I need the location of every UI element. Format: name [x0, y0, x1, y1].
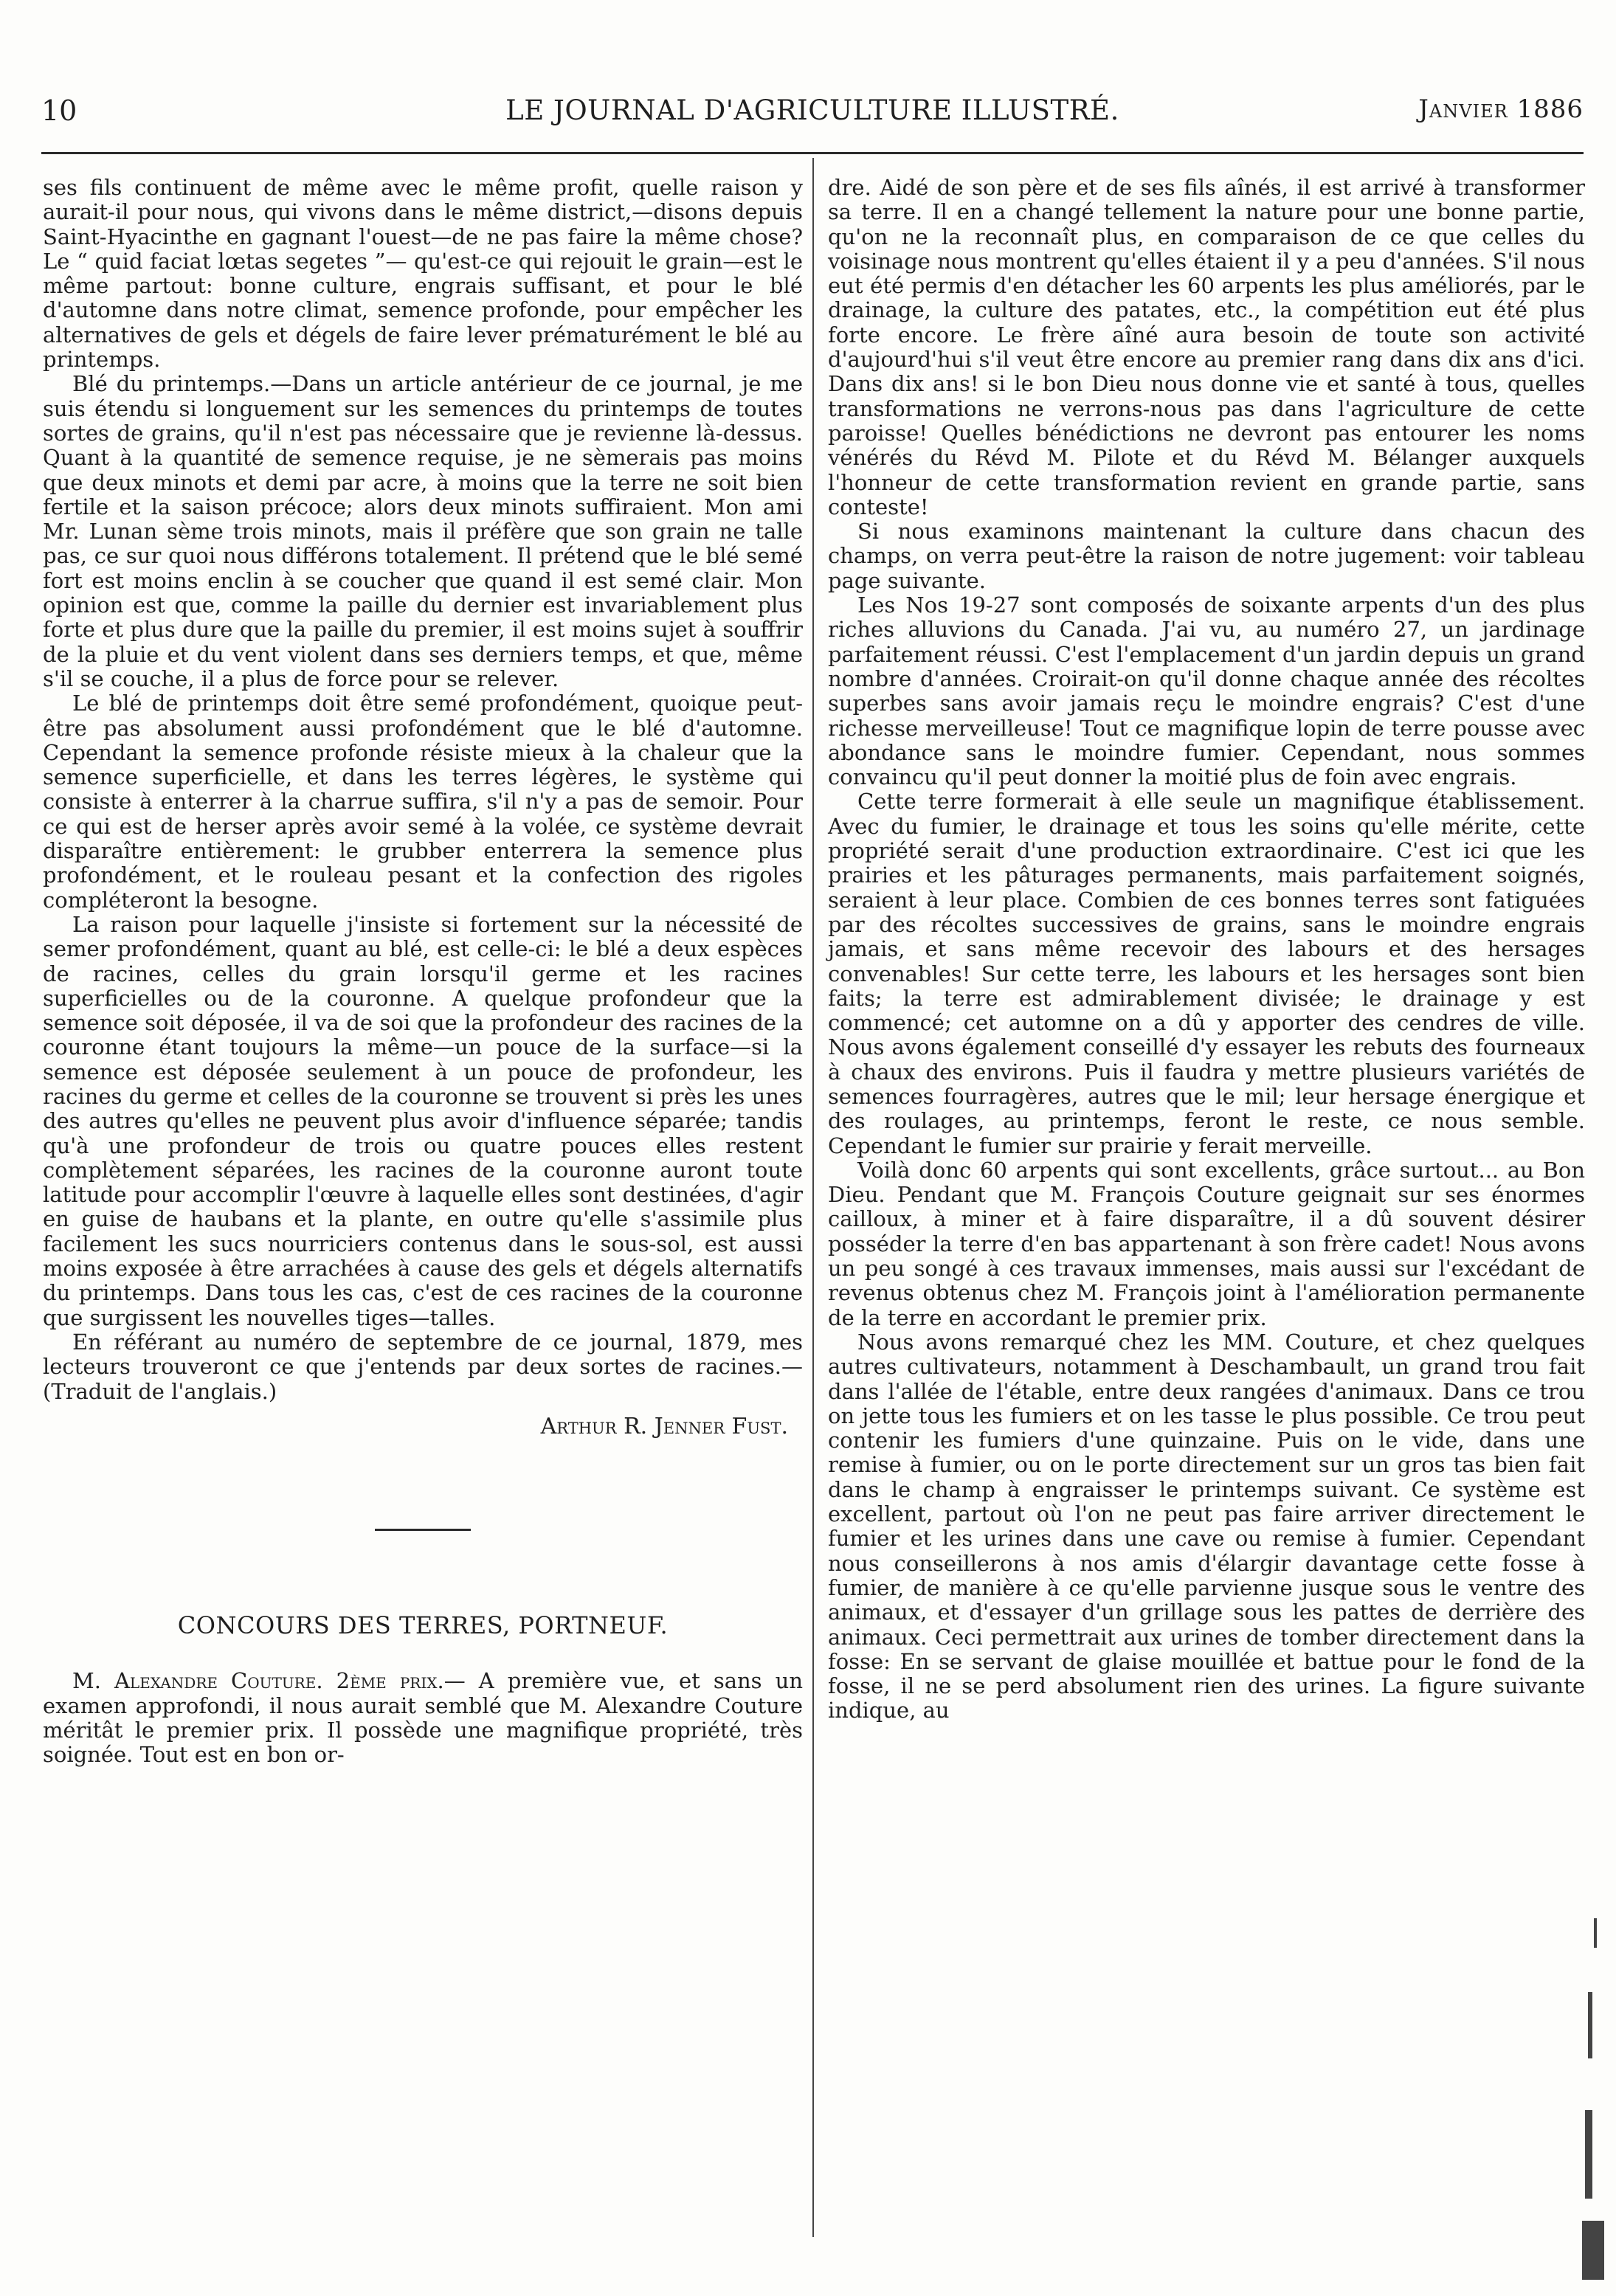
left-column [43, 176, 803, 1768]
section-paragraph [43, 1669, 803, 1767]
paragraph: Voilà donc 60 arpents qui sont excellents, grâce surtout... au Bon Dieu. Pendant que M. François Couture geignait sur ses énormes cailloux, à miner et à faire disparaître, il a dû souvent désirer posséder la terre d'en bas appartenant à son frère cadet! Nous avons un peu songé à ces travaux immenses, mais aussi sur l'excédant de revenus obtenus chez M. François joint à l'amélioration permanente de la terre en accordant le premier prix. [828, 1157, 1585, 1330]
issue-date: Janvier 1886 [1418, 94, 1584, 124]
section-text: — A première vue, et sans un examen approfondi, il nous aurait semblé que M. Alexandre Couture méritât le premier prix. Il possède une magnifique propriété, très soignée. Tout est en bon or- [43, 1668, 803, 1768]
section-rule [375, 1529, 471, 1531]
paragraph: En référant au numéro de septembre de ce journal, 1879, mes lecteurs trouveront ce que j'entends par deux sortes de racines.—(Traduit de l'anglais.) [43, 1329, 803, 1404]
paragraph: dre. Aidé de son père et de ses fils aînés, il est arrivé à transformer sa terre. Il en a changé tellement la nature pour une bonne partie, qu'on ne la reconnaît plus, en comparaison de ce que celles du voisinage nous montrent qu'elles étaient il y a peu d'années. S'il nous eut été permis d'en détacher les 60 arpents les plus améliorés, par le drainage, la culture des patates, etc., la compétition eut été plus forte encore. Le frère aîné aura besoin de toute son activité d'aujourd'hui s'il veut être encore au premier rang dans dix ans d'ici. Dans dix ans! si le bon Dieu nous donne vie et santé à tous, quelles transformations ne verrons-nous pas dans l'agriculture de cette paroisse! Quelles bénédictions ne devront pas entourer les noms vénérés du Révd M. Pilote et du Révd M. Bélanger auxquels l'honneur de cette transformation revient en grande partie, sans conteste! [828, 175, 1585, 519]
edge-mark [1594, 1918, 1597, 1948]
paragraph: Nous avons remarqué chez les MM. Couture, et chez quelques autres cultivateurs, notamment à Deschambault, un grand trou fait dans l'allée de l'étable, entre deux rangées d'animaux. Dans ce trou on jette tous les fumiers et on les tasse le plus possible. Ce trou peut contenir les fumiers d'une quinzaine. Puis on le vide, dans une remise à fumier, ou on le porte directement sur un gros tas bien fait dans le champ à engraisser le printemps suivant. Ce système est excellent, partout où l'on ne peut pas faire arriver directement le fumier et les urines dans une cave ou remise à fumier. Cependant nous conseillerons à nos amis d'élargir davantage cette fosse à fumier, de manière à ce qu'elle parvienne jusque sous le ventre des animaux, et d'essayer d'un grillage sous les pattes de derrière des animaux. Ceci permettrait aux urines de tomber directement dans la fosse: En se servant de glaise mouillée et battue pour le fond de la fosse, il ne se perd absolument rien des urines. La figure suivante indique, au [828, 1329, 1585, 1723]
header-rule [41, 152, 1584, 154]
edge-mark [1588, 1992, 1592, 2058]
page-header [41, 94, 1584, 128]
paragraph: Si nous examinons maintenant la culture dans chacun des champs, on verra peut-être la raison de notre jugement: voir tableau page suivante. [828, 519, 1585, 593]
author-signature: Arthur R. Jenner Fust. [540, 1413, 788, 1439]
journal-title: LE JOURNAL D'AGRICULTURE ILLUSTRÉ. [505, 94, 1119, 126]
paragraph: Blé du printemps.—Dans un article antérieur de ce journal, je me suis étendu si longuement sur les semences du printemps de toutes sortes de grains, qu'il n'est pas nécessaire que je revienne là-dessus. Quant à la quantité de semence requise, je ne sèmerais pas moins que deux minots et demi par acre, à moins que la terre ne soit bien fertile et la saison précoce; alors deux minots suffiraient. Mon ami Mr. Lunan sème trois minots, mais il préfère que son grain ne talle pas, ce sur quoi nous différons totalement. Il prétend que le blé semé fort est moins enclin à se coucher que quand il est semé clair. Mon opinion est que, comme la paille du dernier est invariablement plus forte et plus dure que la paille du premier, il est moins sujet à souffrir de la pluie et du vent violent dans ses derniers temps, et que, même s'il se couche, il a plus de force pour se relever. [43, 371, 803, 691]
column-divider [812, 158, 814, 2237]
paragraph: La raison pour laquelle j'insiste si fortement sur la nécessité de semer profondément, quant au blé, est celle-ci: le blé a deux espèces de racines, celles du grain lorsqu'il germe et les racines superficielles ou de la couronne. A quelque profondeur que la semence soit déposée, il va de soi que la profondeur des racines de la couronne étant toujours la même—un pouce de la surface—si la semence est déposée seulement à un pouce de profondeur, les racines du germe et celles de la couronne se trouvent si près les unes des autres qu'elles ne peuvent plus avoir d'influence séparée; tandis qu'à une profondeur de trois ou quatre pouces elles restent complètement séparées, les racines de la couronne auront toute latitude pour accomplir l'œuvre à laquelle elles sont destinées, d'agir en guise de haubans et la plante, en outre qu'elle s'assimile plus facilement les sucs nourriciers contenus dans le sous-sol, est aussi moins exposée à être arrachées à cause des gels et dégels alternatifs du printemps. Dans tous les cas, c'est de ces racines de la couronne que surgissent les nouvelles tiges—talles. [43, 911, 803, 1330]
section-heading: CONCOURS DES TERRES, PORTNEUF. [177, 1611, 669, 1640]
section-lead: M. Alexandre Couture. 2ème prix. [72, 1668, 444, 1694]
paragraph: Cette terre formerait à elle seule un magnifique établissement. Avec du fumier, le drainage et tous les soins qu'elle mérite, cette propriété serait d'une production extraordinaire. C'est ici que les prairies et les pâturages permanents, mais parfaitement soignés, seraient à leur place. Combien de ces bonnes terres sont fatiguées par des récoltes successives de grains, sans le moindre engrais jamais, et sans même recevoir des labours et des hersages convenables! Sur cette terre, les labours et les hersages sont bien faits; la terre est admirablement divisée; le drainage y est commencé; cet automne on a dû y apporter des cendres de ville. Nous avons également conseillé d'y essayer les rebuts des fourneaux à chaux des environs. Puis il faudra y mettre plusieurs variétés de semences fourragères, autres que le mil; leur hersage énergique et des roulages, au printemps, feront le reste, ce nous semble. Cependant le fumier sur prairie y ferait merveille. [828, 789, 1585, 1158]
edge-mark [1585, 2110, 1592, 2199]
edge-mark [1582, 2221, 1604, 2280]
paragraph: Le blé de printemps doit être semé profondément, quoique peut-être pas absolument aussi profondément que le blé d'automne. Cependant la semence profonde résiste mieux à la chaleur que la semence superficielle, et dans les terres légères, le système qui consiste à enterrer à la charrue suffira, s'il n'y a pas de semoir. Pour ce qui est de herser après avoir semé à la volée, ce système devrait disparaître entièrement: le grubber enterrera la semence plus profondément, et le rouleau pesant et la confection des rigoles compléteront la besogne. [43, 691, 803, 913]
right-column [828, 176, 1585, 1723]
paragraph: ses fils continuent de même avec le même profit, quelle raison y aurait-il pour nous, qui vivons dans le même district,—disons depuis Saint-Hyacinthe en gagnant l'ouest—de ne pas faire la même chose? Le “ quid faciat lœtas segetes ”— qu'est-ce qui rejouit le grain—est le même partout: bonne culture, engrais suffisant, et pour le blé d'automne dans notre climat, semence profonde, pour empêcher les alternatives de gels et dégels de faire lever prématurément le blé au printemps. [43, 175, 803, 373]
paragraph: Les Nos 19-27 sont composés de soixante arpents d'un des plus riches alluvions du Canada. J'ai vu, au numéro 27, un jardinage parfaitement réussi. C'est l'emplacement d'un jardin depuis un grand nombre d'années. Croirait-on qu'il donne chaque année des récoltes superbes sans avoir jamais reçu le moindre engrais? C'est d'une richesse merveilleuse! Tout ce magnifique lopin de terre pousse avec abondance sans le moindre fumier. Cependant, nous sommes convaincu qu'il peut donner la moitié plus de foin avec engrais. [828, 592, 1585, 790]
page-edge-marks [1572, 1889, 1616, 2296]
page-number: 10 [41, 94, 77, 127]
